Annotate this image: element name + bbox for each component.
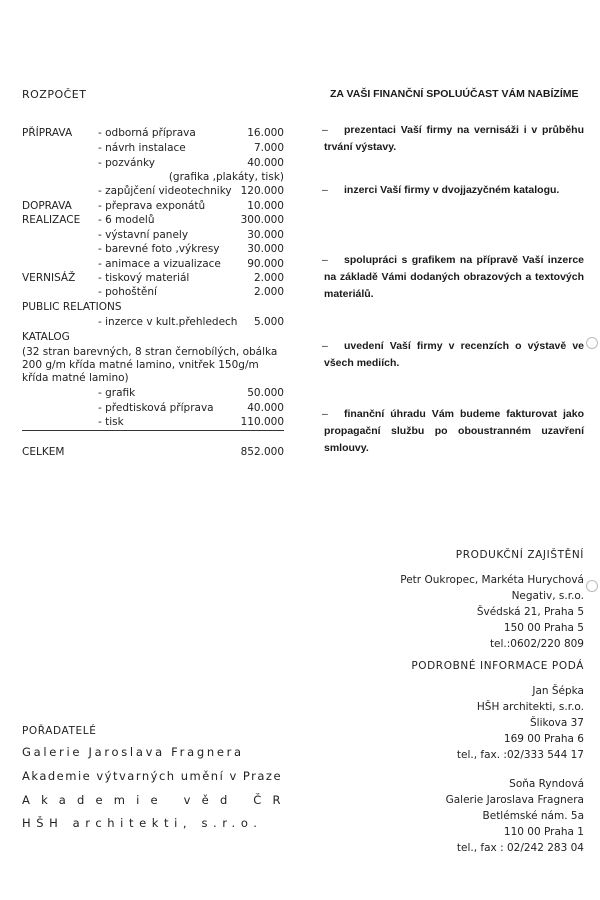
production-block — [400, 547, 584, 652]
offer-text: prezentaci Vaší firmy na vernisáži i v průběhu trvání výstavy. — [324, 124, 584, 153]
offers-heading: ZA VAŠI FINANČNÍ SPOLUÚČAST VÁM NABÍZÍME — [330, 88, 579, 100]
budget-category: DOPRAVA — [22, 200, 72, 212]
budget-value: 30.000 — [247, 243, 284, 255]
production-line: Švédská 21, Praha 5 — [476, 606, 584, 618]
punch-hole-icon — [586, 580, 598, 592]
budget-item: - odborná příprava — [98, 127, 196, 139]
budget-category: VERNISÁŽ — [22, 272, 76, 284]
list-item — [322, 252, 584, 303]
contact-line: HŠH architekti, s.r.o. — [476, 701, 584, 713]
budget-item: - grafik — [98, 387, 136, 399]
total-row — [22, 446, 284, 459]
contact-line: 110 00 Praha 1 — [503, 826, 584, 838]
production-line: Negativ, s.r.o. — [511, 590, 584, 602]
offer-text: spolupráci s grafikem na přípravě Vaší inzerce na základě Vámi dodaných obrazových a textových materiálů. — [324, 254, 584, 300]
budget-value: 50.000 — [247, 387, 284, 399]
total-divider — [22, 430, 284, 431]
table-row — [22, 272, 284, 285]
organizer-line: Akademie výtvarných umění v Praze — [22, 769, 283, 783]
budget-item: - 6 modelů — [98, 214, 155, 226]
list-item — [322, 182, 584, 199]
table-row — [22, 243, 284, 256]
table-row — [22, 286, 284, 299]
budget-value: 30.000 — [247, 229, 284, 241]
table-row — [22, 416, 284, 429]
budget-value: 90.000 — [247, 258, 284, 270]
table-row — [22, 171, 284, 184]
contact-line: Betlémské nám. 5a — [482, 810, 584, 822]
contact-line: Šlikova 37 — [530, 717, 584, 729]
budget-value: 110.000 — [240, 416, 284, 428]
budget-value: 120.000 — [240, 185, 284, 197]
info-block — [411, 658, 584, 856]
offer-text: finanční úhradu Vám budeme fakturovat jako propagační službu po oboustranném uzavření smlouvy. — [324, 408, 584, 454]
table-row — [22, 301, 284, 314]
budget-value: 2.000 — [253, 286, 284, 298]
dash-bullet: – — [322, 184, 328, 196]
dash-bullet: – — [322, 408, 328, 420]
budget-category: PŘÍPRAVA — [22, 127, 73, 139]
contact-line: Soňa Ryndová — [509, 778, 584, 790]
budget-item: - výstavní panely — [98, 229, 189, 241]
organizer-line: Akademie věd ČR — [22, 793, 292, 807]
budget-item: - pozvánky — [98, 157, 155, 169]
organizer-line: Galerie Jaroslava Fragnera — [22, 745, 244, 759]
table-row — [22, 258, 284, 271]
contact-line: tel., fax : 02/242 283 04 — [456, 842, 584, 854]
budget-value: 40.000 — [247, 157, 284, 169]
contact-line: Jan Šépka — [532, 685, 584, 697]
table-row — [22, 331, 284, 344]
contact-line: tel., fax. :02/333 544 17 — [456, 749, 584, 761]
budget-value: 2.000 — [253, 272, 284, 284]
list-item — [322, 338, 584, 372]
table-row — [22, 214, 284, 227]
table-row — [22, 402, 284, 415]
budget-category: PUBLIC RELATIONS — [22, 301, 122, 313]
contact-line: 169 00 Praha 6 — [503, 733, 584, 745]
budget-item: - pohoštění — [98, 286, 157, 298]
budget-item: - návrh instalace — [98, 142, 186, 154]
production-heading: PRODUKČNÍ ZAJIŠTĚNÍ — [455, 549, 584, 561]
production-line: Petr Oukropec, Markéta Hurychová — [400, 574, 584, 586]
list-item — [322, 406, 584, 457]
budget-item: - zapůjčení videotechniky — [98, 185, 232, 197]
table-row — [22, 387, 284, 400]
dash-bullet: – — [322, 340, 328, 352]
budget-value: 5.000 — [253, 316, 284, 328]
budget-item: - tisk — [98, 416, 124, 428]
production-line: 150 00 Praha 5 — [503, 622, 584, 634]
budget-value: 300.000 — [240, 214, 284, 226]
budget-category: REALIZACE — [22, 214, 81, 226]
budget-item-note: (grafika ,plakáty, tisk) — [168, 171, 284, 183]
table-row — [22, 185, 284, 198]
budget-value: 40.000 — [247, 402, 284, 414]
budget-item: - přeprava exponátů — [98, 200, 206, 212]
budget-heading: ROZPOČET — [22, 88, 87, 101]
list-item — [322, 122, 584, 156]
total-label: CELKEM — [22, 446, 65, 458]
table-row — [22, 142, 284, 155]
production-line: tel.:0602/220 809 — [489, 638, 584, 650]
table-row — [22, 229, 284, 242]
table-row — [22, 200, 284, 213]
budget-item: - barevné foto ,výkresy — [98, 243, 220, 255]
budget-item: - inzerce v kult.přehledech — [98, 316, 238, 328]
spacer — [411, 763, 584, 776]
katalog-description: (32 stran barevných, 8 stran černobílých, obálka 200 g/m křída matné lamino, vnitřek 150g/m křída matné lamino) — [22, 346, 278, 384]
budget-item: - předtisková příprava — [98, 402, 214, 414]
punch-hole-icon — [586, 337, 598, 349]
budget-value: 10.000 — [247, 200, 284, 212]
offer-text: uvedení Vaší firmy v recenzích o výstavě ve všech mediích. — [324, 340, 584, 369]
budget-item: - animace a vizualizace — [98, 258, 221, 270]
total-value: 852.000 — [240, 446, 284, 458]
table-row — [22, 127, 284, 140]
dash-bullet: – — [322, 124, 328, 136]
dash-bullet: – — [322, 254, 328, 266]
organizer-line: HŠH architekti, s.r.o. — [22, 816, 263, 830]
budget-category: KATALOG — [22, 331, 70, 343]
contact-line: Galerie Jaroslava Fragnera — [445, 794, 584, 806]
table-row — [22, 316, 284, 329]
budget-value: 16.000 — [247, 127, 284, 139]
budget-item: - tiskový materiál — [98, 272, 190, 284]
info-heading: PODROBNÉ INFORMACE PODÁ — [411, 660, 584, 672]
table-row — [22, 157, 284, 170]
budget-value: 7.000 — [253, 142, 284, 154]
offer-text: inzerci Vaší firmy v dvojjazyčném katalogu. — [344, 184, 560, 196]
organizers-heading: POŘADATELÉ — [22, 725, 97, 737]
